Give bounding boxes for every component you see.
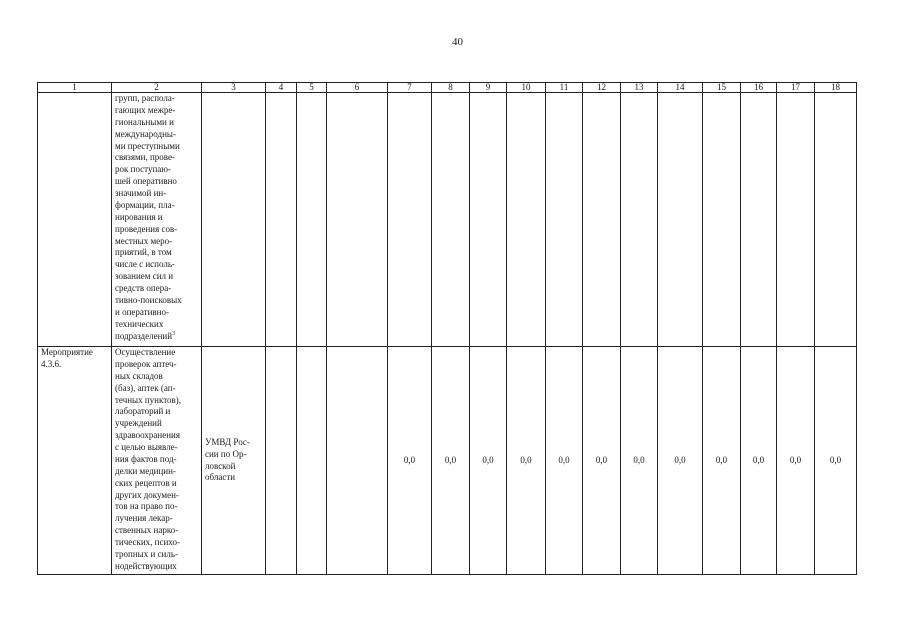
row1-description	[112, 93, 202, 347]
text-line: проведения сов-	[115, 223, 178, 234]
value-cell: 0,0	[470, 347, 507, 575]
text-line: лабораторий и	[115, 406, 171, 417]
text-line: зованием сил и	[115, 271, 174, 282]
text-line: с целью выявле-	[115, 442, 178, 452]
text-line: других докумен-	[115, 489, 179, 500]
column-header: 14	[658, 83, 703, 93]
text-line: международны-	[115, 128, 176, 139]
row2-description	[112, 347, 202, 575]
column-header: 15	[703, 83, 741, 93]
text-line: ных складов	[115, 370, 163, 381]
column-header: 10	[507, 83, 546, 93]
text-line: 4.3.6.	[41, 358, 62, 369]
text-line: гиональными и	[115, 116, 174, 127]
text-line: лучения лекар-	[115, 513, 173, 524]
column-header: 11	[546, 83, 583, 93]
column-header: 6	[327, 83, 388, 93]
column-header: 3	[202, 83, 266, 93]
text-line: тов на право по-	[115, 501, 178, 512]
column-header: 13	[621, 83, 658, 93]
text-line: групп, распола-	[115, 93, 175, 103]
text-line: ловской	[205, 460, 236, 471]
text-line: нирования и	[115, 211, 163, 222]
text-line: формации, пла-	[115, 199, 175, 210]
value-cell: 0,0	[658, 347, 703, 575]
text-line: тических, психо-	[115, 537, 180, 547]
column-header: 16	[741, 83, 777, 93]
column-header: 12	[583, 83, 621, 93]
text-line: рок поступаю-	[115, 164, 172, 175]
text-line: шей оперативно	[115, 176, 177, 187]
text-line: подразделений	[115, 330, 173, 341]
text-line: делки медицин-	[115, 465, 176, 476]
row2-activity-code	[38, 347, 112, 575]
header-row	[38, 83, 857, 93]
text-line: проверок аптеч-	[115, 358, 177, 369]
text-line: течных пунктов),	[115, 394, 182, 405]
text-line: сии по Ор-	[205, 448, 247, 459]
column-header: 7	[388, 83, 432, 93]
text-line: тивно-поисковых	[115, 294, 182, 305]
text-line: средств опера-	[115, 283, 172, 293]
text-line: местных меро-	[115, 235, 173, 246]
text-line: числе с исполь-	[115, 259, 175, 270]
column-header: 2	[112, 83, 202, 93]
text-line: и оперативно-	[115, 306, 169, 317]
text-line: области	[205, 472, 236, 483]
text-line: здравоохранения	[115, 430, 181, 441]
column-header: 5	[297, 83, 327, 93]
column-header: 4	[266, 83, 297, 93]
value-cell: 0,0	[741, 347, 777, 575]
table-row	[38, 347, 857, 575]
column-header: 17	[777, 83, 815, 93]
value-cell: 0,0	[507, 347, 546, 575]
text-line: Осуществление	[115, 347, 176, 357]
value-cell: 0,0	[388, 347, 432, 575]
row1-col1	[38, 93, 112, 347]
text-line: ственных нарко-	[115, 525, 179, 536]
row2-executor	[202, 347, 266, 575]
column-header: 8	[432, 83, 470, 93]
column-header: 9	[470, 83, 507, 93]
text-line: связями, прове-	[115, 152, 175, 163]
budget-table	[37, 82, 857, 575]
value-cell: 0,0	[621, 347, 658, 575]
footnote-mark: 3	[172, 330, 176, 337]
text-line: (баз), аптек (ап-	[115, 382, 176, 393]
text-line: приятий, в том	[115, 247, 172, 258]
page-number: 40	[452, 36, 463, 48]
text-line: ских рецептов и	[115, 477, 177, 488]
text-line: технических	[115, 318, 164, 329]
text-line: УМВД Рос-	[205, 436, 250, 447]
text-line: Мероприятие	[41, 347, 93, 357]
text-line: тропных и силь-	[115, 548, 178, 559]
text-line: нодействующих	[115, 560, 177, 571]
value-cell: 0,0	[546, 347, 583, 575]
value-cell: 0,0	[583, 347, 621, 575]
column-header: 18	[815, 83, 857, 93]
value-cell: 0,0	[777, 347, 815, 575]
text-line: учреждений	[115, 418, 162, 429]
value-cell: 0,0	[432, 347, 470, 575]
column-header: 1	[38, 83, 112, 93]
table-row	[38, 93, 857, 347]
text-line: гающих межре-	[115, 104, 176, 115]
value-cell: 0,0	[703, 347, 741, 575]
text-line: ми преступными	[115, 140, 180, 151]
text-line: значимой ин-	[115, 188, 167, 198]
text-line: ния фактов под-	[115, 453, 177, 464]
value-cell: 0,0	[815, 347, 857, 575]
